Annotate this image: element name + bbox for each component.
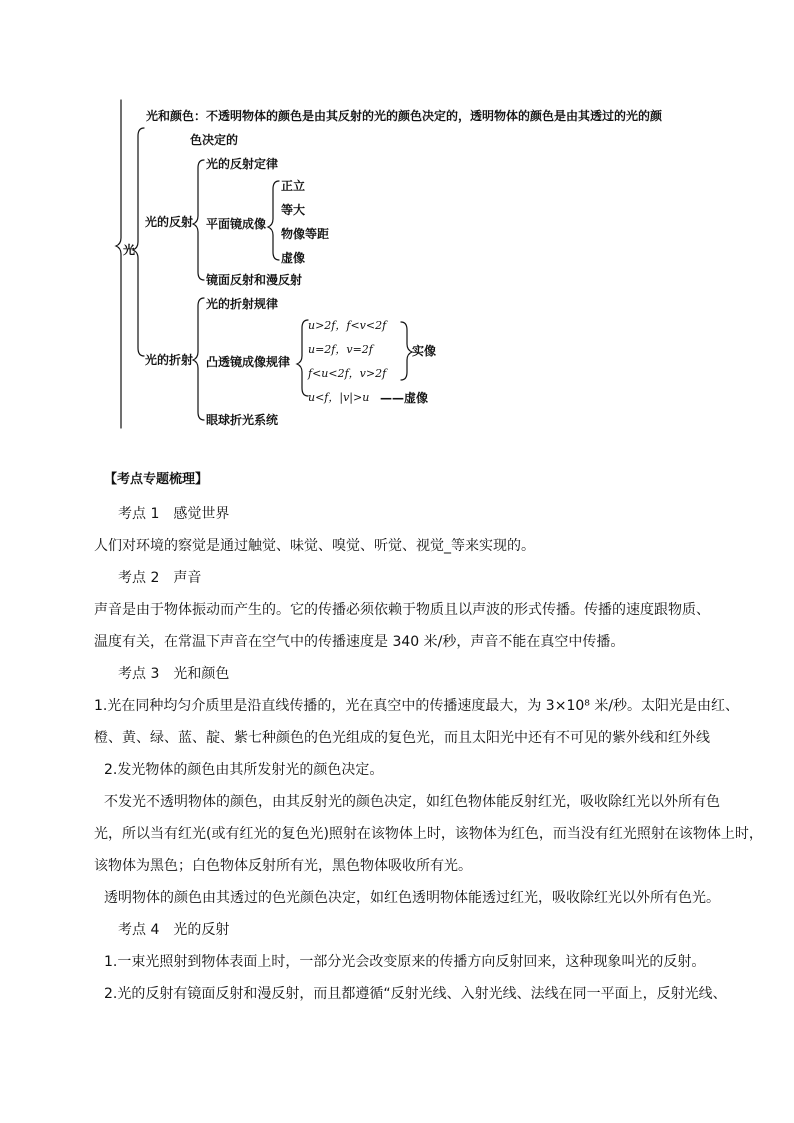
k3-p3-line1: 不发光不透明物体的颜色，由其反射光的颜色决定，如红色物体能反射红光，吸收除红光以外所有色 <box>104 794 720 810</box>
lens-rule-label: 凸透镜成像规律 <box>206 355 291 369</box>
refraction-bracket <box>193 298 204 420</box>
k3-p1-line1: 1.光在同种均匀介质里是沿直线传播的，光在真空中的传播速度最大，为 3×10⁸ 米/秒。太阳光是由红、 <box>94 698 740 714</box>
plane-mirror-bracket <box>268 181 279 260</box>
color-rule-line1: 光和颜色：不透明物体的颜色是由其反射的光的颜色决定的，透明物体的颜色是由其透过的光的颜 <box>146 109 663 123</box>
plane-mirror-label: 平面镜成像 <box>206 217 267 231</box>
k3-p3-line3: 该物体为黑色；白色物体反射所有光，黑色物体吸收所有光。 <box>94 858 472 874</box>
eye-system: 眼球折光系统 <box>206 413 279 427</box>
lens-rule-1: u>2f，f<v<2f <box>308 319 387 332</box>
k1-title: 考点 1 感觉世界 <box>118 506 230 522</box>
real-image-label: 实像 <box>412 344 437 358</box>
k2-title: 考点 2 声音 <box>118 570 202 586</box>
refraction-label: 光的折射 <box>145 353 194 367</box>
k1-paragraph: 人们对环境的察觉是通过触觉、味觉、嗅觉、听觉、视觉_等来实现的。 <box>94 538 535 554</box>
prop-equal-size: 等大 <box>281 203 306 217</box>
real-image-bracket <box>401 322 412 380</box>
refraction-law: 光的折射规律 <box>206 297 279 311</box>
k3-p1-line2: 橙、黄、绿、蓝、靛、紫七种颜色的色光组成的复色光，而且太阳光中还有不可见的紫外线和红外线 <box>94 730 710 746</box>
tree-brackets <box>0 0 794 440</box>
concept-tree <box>0 0 794 440</box>
reflection-law: 光的反射定律 <box>206 157 279 171</box>
prop-upright: 正立 <box>281 179 306 193</box>
reflection-label: 光的反射 <box>145 215 194 229</box>
k3-p2: 2.发光物体的颜色由其所发射光的颜色决定。 <box>104 762 384 778</box>
tree-root: 光 <box>123 243 136 257</box>
reflection-bracket <box>193 160 204 280</box>
reflection-types: 镜面反射和漫反射 <box>206 273 303 287</box>
k4-p2: 2.光的反射有镜面反射和漫反射，而且都遵循“反射光线、入射光线、法线在同一平面上，反射光线、 <box>104 986 727 1002</box>
prop-equal-distance: 物像等距 <box>281 227 330 241</box>
lens-rule-4: u<f，|v|>u <box>308 391 370 404</box>
k2-paragraph-line1: 声音是由于物体振动而产生的。它的传播必须依赖于物质且以声波的形式传播。传播的速度跟物质、 <box>94 602 710 618</box>
lens-rule-3: f<u<2f，v>2f <box>308 367 387 380</box>
k3-p4: 透明物体的颜色由其透过的色光颜色决定，如红色透明物体能透过红光，吸收除红光以外所有色光。 <box>104 890 720 906</box>
lens-rules-bracket <box>297 320 308 396</box>
k4-title: 考点 4 光的反射 <box>118 922 230 938</box>
k3-title: 考点 3 光和颜色 <box>118 666 230 682</box>
lens-rule-2: u=2f，v=2f <box>308 343 373 356</box>
k2-paragraph-line2: 温度有关，在常温下声音在空气中的传播速度是 340 米/秒，声音不能在真空中传播。 <box>94 634 625 650</box>
k4-p1: 1.一束光照射到物体表面上时，一部分光会改变原来的传播方向反射回来，这种现象叫光的反射。 <box>104 954 706 970</box>
k3-p3-line2: 光，所以当有红光(或有红光的复色光)照射在该物体上时，该物体为红色，而当没有红光照射在该物体上时， <box>94 826 763 842</box>
prop-virtual-image: 虚像 <box>281 251 306 265</box>
section-title: 【考点专题梳理】 <box>104 472 209 487</box>
color-rule-line2: 色决定的 <box>190 133 239 147</box>
virtual-image-label: ——虚像 <box>380 391 429 405</box>
root-bracket <box>116 100 121 428</box>
